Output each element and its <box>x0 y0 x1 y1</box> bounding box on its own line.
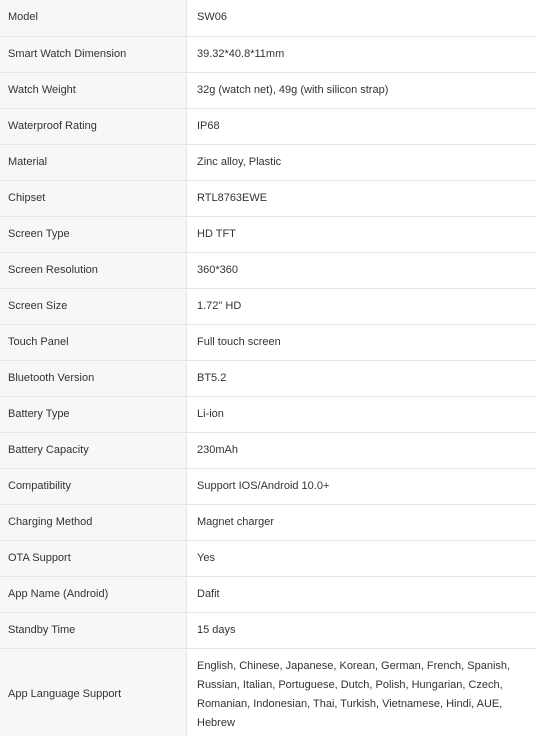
table-row <box>0 144 536 180</box>
spec-value: 230mAh <box>187 432 536 468</box>
spec-label: Screen Size <box>0 288 187 324</box>
table-row <box>0 396 536 432</box>
spec-value: BT5.2 <box>187 360 536 396</box>
spec-label: App Language Support <box>0 648 187 736</box>
spec-value: 1.72" HD <box>187 288 536 324</box>
table-row <box>0 432 536 468</box>
spec-value: 15 days <box>187 612 536 648</box>
spec-value: Yes <box>187 540 536 576</box>
spec-label: Compatibility <box>0 468 187 504</box>
spec-label: Material <box>0 144 187 180</box>
table-row <box>0 576 536 612</box>
table-row <box>0 72 536 108</box>
spec-value: 39.32*40.8*11mm <box>187 36 536 72</box>
table-row <box>0 180 536 216</box>
table-row <box>0 288 536 324</box>
spec-value: Full touch screen <box>187 324 536 360</box>
spec-label: Standby Time <box>0 612 187 648</box>
spec-label: Waterproof Rating <box>0 108 187 144</box>
table-row <box>0 504 536 540</box>
spec-label: Battery Capacity <box>0 432 187 468</box>
spec-label: Charging Method <box>0 504 187 540</box>
table-row <box>0 612 536 648</box>
spec-value: HD TFT <box>187 216 536 252</box>
table-row <box>0 108 536 144</box>
spec-value: English, Chinese, Japanese, Korean, German, French, Spanish, Russian, Italian, Portuguese, Dutch, Polish, Hungarian, Czech, Romanian, Indonesian, Thai, Turkish, Vietnamese, Hindi, AUE, Hebrew <box>187 648 536 736</box>
spec-value: Dafit <box>187 576 536 612</box>
spec-value: Li-ion <box>187 396 536 432</box>
spec-value: SW06 <box>187 0 536 36</box>
table-row <box>0 468 536 504</box>
spec-value: RTL8763EWE <box>187 180 536 216</box>
table-row <box>0 252 536 288</box>
spec-value: IP68 <box>187 108 536 144</box>
spec-value: Zinc alloy, Plastic <box>187 144 536 180</box>
table-row <box>0 360 536 396</box>
table-row <box>0 36 536 72</box>
table-row <box>0 0 536 36</box>
spec-value: 32g (watch net), 49g (with silicon strap) <box>187 72 536 108</box>
spec-label: Model <box>0 0 187 36</box>
spec-value: 360*360 <box>187 252 536 288</box>
spec-label: OTA Support <box>0 540 187 576</box>
spec-label: App Name (Android) <box>0 576 187 612</box>
spec-value: Support IOS/Android 10.0+ <box>187 468 536 504</box>
spec-label: Chipset <box>0 180 187 216</box>
spec-label: Battery Type <box>0 396 187 432</box>
table-row <box>0 540 536 576</box>
table-row <box>0 648 536 736</box>
table-row <box>0 216 536 252</box>
spec-label: Touch Panel <box>0 324 187 360</box>
spec-label: Smart Watch Dimension <box>0 36 187 72</box>
table-row <box>0 324 536 360</box>
spec-label: Screen Resolution <box>0 252 187 288</box>
spec-label: Watch Weight <box>0 72 187 108</box>
spec-label: Bluetooth Version <box>0 360 187 396</box>
spec-value: Magnet charger <box>187 504 536 540</box>
spec-label: Screen Type <box>0 216 187 252</box>
